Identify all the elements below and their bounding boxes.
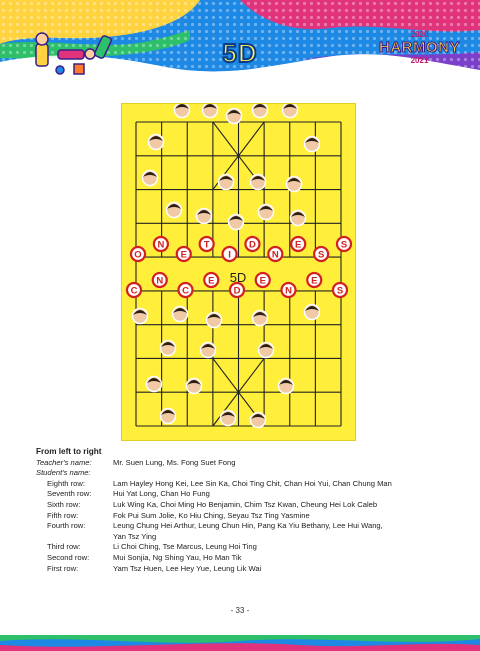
svg-text:D: D — [233, 285, 241, 297]
student-row-names: Fok Pui Sum Jolie, Ko Hiu Ching, Seyau Tsz Ting Yasmine — [113, 510, 310, 520]
student-face-photo — [253, 311, 268, 326]
student-row-label: Eighth row: — [47, 478, 85, 488]
student-row — [36, 521, 456, 532]
svg-text:N: N — [156, 275, 164, 287]
svg-text:C: C — [182, 285, 189, 297]
student-row-names: Li Choi Ching, Tse Marcus, Leung Hoi Ting — [113, 542, 257, 552]
banner-bottom-letter — [179, 283, 193, 297]
student-face-photo — [221, 411, 236, 426]
banner-top-letter — [291, 237, 305, 251]
student-face-photo — [167, 203, 182, 218]
svg-text:S: S — [340, 239, 348, 251]
student-row-label: Third row: — [47, 542, 81, 552]
chess-board-artwork — [122, 104, 355, 440]
student-row — [36, 479, 456, 490]
student-row-label — [36, 532, 113, 543]
student-face-photo — [219, 175, 234, 190]
svg-text:S: S — [317, 249, 325, 261]
student-row-label: Sixth row: — [47, 499, 81, 509]
student-row-names: Lam Hayley Hong Kei, Lee Sin Ka, Choi Ting Chit, Chan Hoi Yui, Chan Chung Man — [113, 478, 392, 488]
header-banner — [0, 0, 480, 92]
student-face-photo — [149, 135, 164, 150]
student-face-photo — [279, 379, 294, 394]
student-face-photo — [291, 211, 306, 226]
svg-text:D: D — [249, 239, 256, 251]
student-face-photo — [283, 104, 298, 118]
student-row — [36, 500, 456, 511]
banner-bottom-letter — [333, 283, 347, 297]
caption-heading: From left to right — [36, 447, 102, 456]
banner-top-letter — [337, 237, 351, 251]
student-row-label: Seventh row: — [47, 489, 92, 499]
banner-bottom-letter — [204, 273, 218, 287]
teachers-row — [36, 458, 456, 469]
banner-top-letter — [177, 247, 191, 261]
student-row — [36, 489, 456, 500]
teachers-value: Mr. Suen Lung, Ms. Fong Suet Fong — [113, 457, 236, 467]
student-face-photo — [175, 104, 190, 118]
student-face-photo — [187, 379, 202, 394]
student-row-label: Fifth row: — [47, 510, 79, 520]
student-row — [36, 511, 456, 522]
teachers-label: Teacher's name: — [36, 457, 92, 467]
banner-top-letter — [154, 237, 168, 251]
student-face-photo — [287, 177, 302, 192]
board-label: 5D — [229, 270, 247, 285]
banner-bottom-letter — [127, 283, 141, 297]
student-row-names: Mui Sonjia, Ng Shing Yau, Ho Man Tik — [113, 552, 242, 562]
student-row-label: Second row: — [47, 552, 90, 562]
student-rows — [36, 479, 456, 574]
svg-text:E: E — [180, 249, 187, 261]
svg-text:E: E — [311, 275, 318, 287]
student-face-photo — [161, 409, 176, 424]
footer-band — [0, 635, 480, 651]
student-face-photo — [305, 137, 320, 152]
student-row-names: Luk Wing Ka, Choi Ming Ho Benjamin, Chim Tsz Kwan, Cheung Hei Lok Caleb — [113, 499, 378, 509]
svg-text:N: N — [285, 285, 292, 297]
student-row — [36, 532, 456, 543]
banner-top-letter — [200, 237, 214, 251]
student-face-photo — [259, 343, 274, 358]
student-face-photo — [201, 343, 216, 358]
student-row — [36, 564, 456, 575]
student-row-label: Fourth row: — [47, 521, 86, 531]
svg-text:O: O — [134, 249, 142, 261]
svg-text:N: N — [271, 249, 279, 261]
svg-text:E: E — [208, 275, 215, 287]
student-row — [36, 553, 456, 564]
banner-bottom-letter — [282, 283, 296, 297]
student-face-photo — [251, 175, 266, 190]
svg-text:C: C — [130, 285, 138, 297]
banner-bottom-letter — [230, 283, 244, 297]
student-row-names: Leung Chung Hei Arthur, Leung Chun Hin, Pang Ka Yiu Bethany, Lee Hui Wang, — [113, 521, 383, 531]
student-face-photo — [259, 205, 274, 220]
theme-year-bottom: 2021 — [410, 56, 429, 65]
harmony-logo — [379, 30, 460, 65]
student-face-photo — [305, 305, 320, 320]
banner-bottom-letter — [256, 273, 270, 287]
svg-text:E: E — [295, 239, 302, 251]
footer-wave-graphic — [0, 635, 480, 651]
student-row-names: Yam Tsz Huen, Lee Hey Yue, Leung Lik Wai — [113, 563, 262, 573]
student-face-photo — [133, 309, 148, 324]
theme-year-top: 2020 — [410, 30, 429, 39]
student-face-photo — [253, 104, 268, 118]
photo-caption — [36, 447, 456, 574]
svg-text:S: S — [336, 285, 344, 297]
student-face-photo — [229, 215, 244, 230]
class-label: 5D — [222, 38, 258, 68]
banner-top-letter — [223, 247, 237, 261]
banner-top-letter — [268, 247, 282, 261]
svg-text:N: N — [157, 239, 165, 251]
student-face-photo — [227, 109, 242, 124]
students-label: Student's name: — [36, 468, 91, 478]
student-face-photo — [143, 171, 158, 186]
banner-bottom-letter — [153, 273, 167, 287]
svg-text:I: I — [228, 249, 231, 261]
students-heading-row — [36, 468, 456, 479]
student-face-photo — [161, 341, 176, 356]
banner-top-letter — [314, 247, 328, 261]
page-number: - 33 - — [230, 606, 250, 615]
student-row-names: Yan Tsz Ying — [113, 531, 157, 541]
student-face-photo — [173, 307, 188, 322]
student-face-photo — [203, 104, 218, 118]
banner-bottom-letter — [307, 273, 321, 287]
student-row — [36, 542, 456, 553]
svg-text:E: E — [259, 275, 266, 287]
student-face-photo — [251, 413, 266, 428]
class-photo — [121, 103, 356, 441]
banner-top-letter — [245, 237, 259, 251]
student-face-photo — [207, 313, 222, 328]
student-face-photo — [147, 377, 162, 392]
svg-text:T: T — [203, 239, 210, 251]
student-row-names: Hui Yat Long, Chan Ho Fung — [113, 489, 210, 499]
theme-word: HARMONY — [379, 39, 460, 56]
banner-top-letter — [131, 247, 145, 261]
student-face-photo — [197, 209, 212, 224]
student-row-label: First row: — [47, 563, 79, 573]
